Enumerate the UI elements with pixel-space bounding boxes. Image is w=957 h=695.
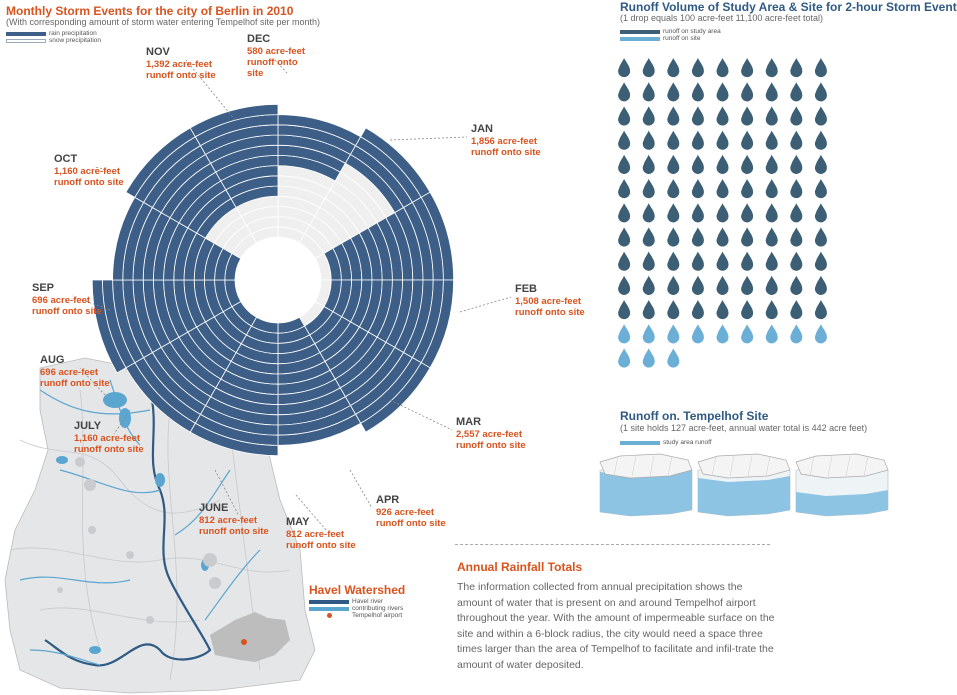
drop-icon (815, 227, 827, 246)
drop-icon (692, 276, 704, 295)
drop-icon (618, 300, 630, 319)
drop-icon (790, 276, 802, 295)
month-label-apr (376, 494, 446, 529)
drop-icon (815, 155, 827, 174)
month-label-dec (247, 33, 305, 79)
drop-icon (790, 324, 802, 343)
month-label-jan (471, 123, 541, 158)
drop-icon (815, 324, 827, 343)
month-name: OCT (54, 153, 78, 165)
month-runoff-text: runoff onto site (199, 526, 269, 537)
drop-icon (766, 227, 778, 246)
drop-icon (717, 300, 729, 319)
month-runoff-text: 1,392 acre-feet (146, 59, 213, 70)
drop-icon (692, 179, 704, 198)
drop-icon (741, 106, 753, 125)
month-runoff-text: 580 acre-feet (247, 46, 306, 57)
month-name: MAY (286, 516, 310, 528)
drop-icon (815, 203, 827, 222)
month-runoff-text: 812 acre-feet (286, 529, 345, 540)
month-label-mar (456, 416, 526, 451)
month-runoff-text: runoff onto site (32, 306, 102, 317)
drop-icon (692, 227, 704, 246)
drop-icon (618, 276, 630, 295)
month-runoff-text: 926 acre-feet (376, 507, 435, 518)
leader-line (350, 470, 372, 508)
month-runoff-text: 2,557 acre-feet (456, 429, 523, 440)
runoff-volume-title: Runoff Volume of Study Area & Site for 2-hour Storm Event (620, 0, 957, 14)
drop-icon (717, 179, 729, 198)
drop-icon (790, 179, 802, 198)
drop-icon (643, 324, 655, 343)
drop-icon (667, 131, 679, 150)
runoff-swatch (620, 441, 660, 445)
legend-tempelhof-airport: Tempelhof airport (352, 612, 403, 619)
drop-icon (667, 203, 679, 222)
drop-icon (692, 131, 704, 150)
month-name: JULY (74, 420, 102, 432)
tempelhof-airport-marker (241, 639, 247, 645)
drop-icon (717, 227, 729, 246)
drop-icon (643, 58, 655, 77)
legend-contributing: contributing rivers (352, 605, 404, 612)
month-runoff-text: runoff onto site (376, 518, 446, 529)
month-runoff-text: runoff onto (247, 57, 298, 68)
drop-icon (790, 155, 802, 174)
site-swatch (620, 37, 660, 41)
drop-icon (717, 82, 729, 101)
drop-icon (815, 131, 827, 150)
drop-icon (717, 106, 729, 125)
drop-icon (741, 82, 753, 101)
annual-text: The information collected from annual precipitation shows the amount of water that is present on and around Tempelhof airport throughout the year. With the amount of impermeable surface on the site and within a 6-block radius, the city would need a space three times larger than the area of Tempelhof to facilitate and infil-trate the amount of water deposited. (457, 581, 775, 671)
drop-icon (717, 58, 729, 77)
havel-river-swatch (309, 600, 349, 604)
drop-icon (618, 106, 630, 125)
month-runoff-text: 1,160 acre-feet (54, 166, 121, 177)
havel-legend (309, 598, 403, 619)
drop-icon (790, 252, 802, 271)
drop-icon (741, 227, 753, 246)
legend-study-area: runoff on study area (663, 28, 721, 35)
month-label-sep (32, 282, 102, 317)
drop-icon (643, 179, 655, 198)
drop-icon (790, 58, 802, 77)
drop-icon (692, 300, 704, 319)
drop-icon (667, 179, 679, 198)
drop-icon (790, 82, 802, 101)
drop-icon (741, 300, 753, 319)
drop-icon (741, 276, 753, 295)
drop-icon (741, 252, 753, 271)
drop-icon (692, 252, 704, 271)
drop-icon (643, 106, 655, 125)
drop-icon (815, 58, 827, 77)
drop-icon (692, 324, 704, 343)
drop-icon (618, 348, 630, 367)
legend-havel-river: Havel river (352, 598, 384, 605)
drop-icon (618, 252, 630, 271)
drop-icon (667, 155, 679, 174)
month-runoff-text: site (247, 68, 264, 79)
month-label-nov (146, 46, 216, 81)
tempelhof-legend (620, 439, 712, 446)
drop-icon (717, 203, 729, 222)
leader-line (390, 137, 467, 140)
drop-icon (618, 131, 630, 150)
month-runoff-text: runoff onto site (456, 440, 526, 451)
runoff-volume-legend (620, 28, 721, 42)
month-label-aug (40, 354, 110, 389)
drop-icon (618, 179, 630, 198)
drop-icon (741, 58, 753, 77)
drop-icon (766, 324, 778, 343)
leader-line (460, 297, 511, 312)
drop-icon (815, 82, 827, 101)
drop-icon (618, 203, 630, 222)
month-name: FEB (515, 283, 537, 295)
month-name: DEC (247, 33, 271, 45)
divider (455, 544, 770, 545)
drop-icon (667, 227, 679, 246)
month-name: NOV (146, 46, 170, 58)
drop-icon (643, 227, 655, 246)
drop-icon (618, 227, 630, 246)
month-runoff-text: runoff onto site (471, 147, 541, 158)
drops (618, 58, 827, 368)
month-runoff-text: 1,508 acre-feet (515, 296, 582, 307)
month-label-feb (515, 283, 585, 318)
drop-icon (790, 227, 802, 246)
drop-icon (667, 106, 679, 125)
drop-icon (815, 106, 827, 125)
drop-icon (692, 155, 704, 174)
drop-pictograph (610, 50, 840, 370)
drop-icon (717, 155, 729, 174)
legend-site: runoff on site (663, 35, 701, 42)
month-runoff-text: runoff onto site (74, 444, 144, 455)
month-label-may (286, 516, 356, 551)
drop-icon (643, 203, 655, 222)
drop-icon (815, 179, 827, 198)
drop-icon (766, 179, 778, 198)
contributing-swatch (309, 607, 349, 611)
drop-icon (667, 252, 679, 271)
drop-icon (741, 203, 753, 222)
legend-snow: snow precipitation (49, 37, 102, 44)
month-name: SEP (32, 282, 55, 294)
month-name: JAN (471, 123, 494, 135)
drop-icon (667, 324, 679, 343)
site-water-fill (698, 476, 790, 516)
airport-marker-swatch (309, 613, 349, 618)
month-label-july (74, 420, 144, 455)
month-runoff-text: runoff onto site (54, 177, 124, 188)
drop-icon (766, 300, 778, 319)
legend-study-area-runoff: study area runoff (663, 439, 712, 446)
month-name: JUNE (199, 502, 229, 514)
drop-icon (618, 58, 630, 77)
drop-icon (766, 58, 778, 77)
havel-title: Havel Watershed (309, 583, 406, 597)
drop-icon (717, 252, 729, 271)
drop-icon (790, 131, 802, 150)
tempelhof-site-models (595, 452, 895, 522)
drop-icon (643, 300, 655, 319)
drop-icon (717, 276, 729, 295)
drop-icon (692, 82, 704, 101)
legend-rain: rain precipitation (49, 30, 97, 37)
drop-icon (717, 131, 729, 150)
month-name: APR (376, 494, 400, 506)
month-name: AUG (40, 354, 65, 366)
drop-icon (692, 106, 704, 125)
drop-icon (790, 203, 802, 222)
storm-title: Monthly Storm Events for the city of Berlin in 2010 (6, 4, 294, 18)
month-runoff-text: 1,856 acre-feet (471, 136, 538, 147)
tempelhof-title: Runoff on. Tempelhof Site (620, 409, 769, 423)
radial-bars (92, 104, 453, 455)
drop-icon (643, 252, 655, 271)
runoff-volume-subtitle: (1 drop equals 100 acre-feet 11,100 acre-feet total) (620, 13, 823, 23)
month-runoff-text: 1,160 acre-feet (74, 433, 141, 444)
drop-icon (618, 155, 630, 174)
month-runoff-text: 696 acre-feet (40, 367, 99, 378)
sites (600, 454, 888, 516)
month-runoff-text: runoff onto site (40, 378, 110, 389)
storm-subtitle: (With corresponding amount of storm water entering Tempelhof site per month) (6, 17, 320, 27)
drop-icon (643, 155, 655, 174)
annual-title: Annual Rainfall Totals (457, 560, 583, 574)
drop-icon (667, 348, 679, 367)
drop-icon (741, 324, 753, 343)
drop-icon (667, 82, 679, 101)
drop-icon (766, 155, 778, 174)
drop-icon (741, 155, 753, 174)
drop-icon (815, 276, 827, 295)
drop-icon (692, 203, 704, 222)
drop-icon (643, 131, 655, 150)
drop-icon (766, 82, 778, 101)
study-area-swatch (620, 30, 660, 34)
month-label-june (199, 502, 269, 537)
drop-icon (643, 82, 655, 101)
month-label-oct (54, 153, 124, 188)
drop-icon (766, 252, 778, 271)
drop-icon (766, 276, 778, 295)
drop-icon (766, 106, 778, 125)
tempelhof-subtitle: (1 site holds 127 acre-feet, annual water total is 442 acre feet) (620, 423, 868, 433)
drop-icon (667, 276, 679, 295)
drop-icon (815, 300, 827, 319)
drop-icon (790, 106, 802, 125)
drop-icon (692, 58, 704, 77)
month-runoff-text: runoff onto site (515, 307, 585, 318)
drop-icon (766, 131, 778, 150)
month-runoff-text: runoff onto site (146, 70, 216, 81)
drop-icon (717, 324, 729, 343)
month-name: MAR (456, 416, 482, 428)
drop-icon (667, 300, 679, 319)
drop-icon (618, 324, 630, 343)
drop-icon (790, 300, 802, 319)
drop-icon (643, 276, 655, 295)
month-runoff-text: runoff onto site (286, 540, 356, 551)
drop-icon (766, 203, 778, 222)
month-runoff-text: 696 acre-feet (32, 295, 91, 306)
drop-icon (741, 179, 753, 198)
month-runoff-text: 812 acre-feet (199, 515, 258, 526)
drop-icon (667, 58, 679, 77)
drop-icon (815, 252, 827, 271)
drop-icon (643, 348, 655, 367)
drop-icon (741, 131, 753, 150)
drop-icon (618, 82, 630, 101)
